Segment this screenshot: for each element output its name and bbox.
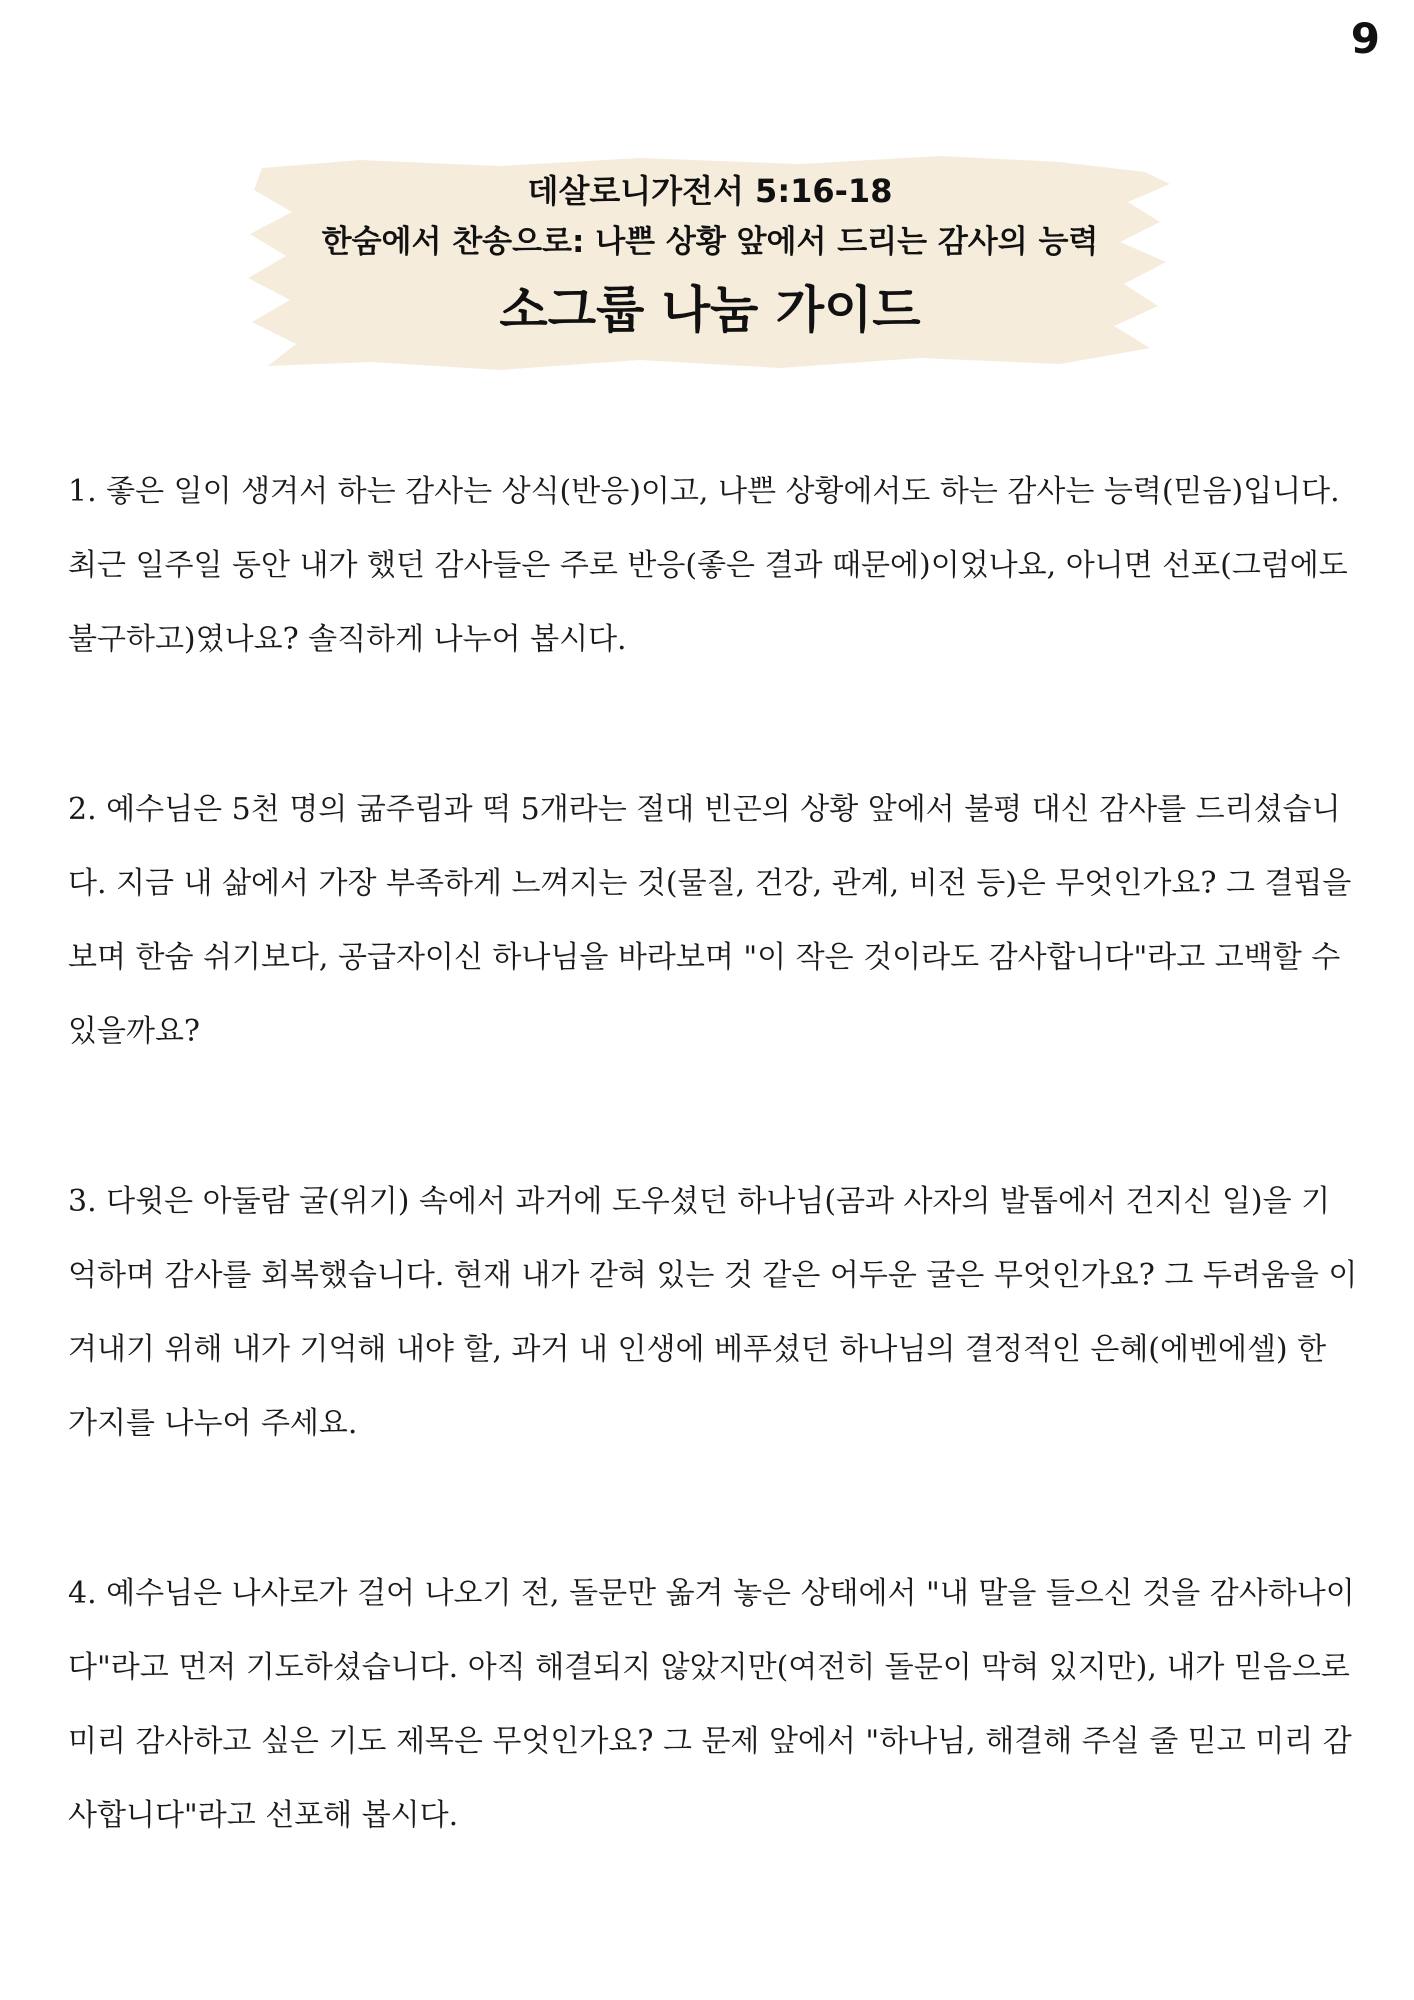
sermon-subtitle: 한숨에서 찬송으로: 나쁜 상황 앞에서 드리는 감사의 능력 xyxy=(321,224,1099,260)
question-list xyxy=(68,455,1358,1949)
header-banner xyxy=(240,150,1180,380)
question-1: 1. 좋은 일이 생겨서 하는 감사는 상식(반응)이고, 나쁜 상황에서도 하는 감사는 능력(믿음)입니다. 최근 일주일 동안 내가 했던 감사들은 주로 반응(좋은 결과 때문에)이었나요, 아니면 선포(그럼에도 불구하고)였나요? 솔직하게 나누어 봅시다. xyxy=(68,474,1348,657)
question-3: 3. 다윗은 아둘람 굴(위기) 속에서 과거에 도우셨던 하나님(곰과 사자의 발톱에서 건지신 일)을 기억하며 감사를 회복했습니다. 현재 내가 갇혀 있는 것 같은 어두운 굴은 무엇인가요? 그 두려움을 이겨내기 위해 내가 기억해 내야 할, 과거 내 인생에 베푸셨던 하나님의 결정적인 은혜(에벤에셀) 한 가지를 나누어 주세요. xyxy=(68,1184,1358,1441)
page-title: 소그룹 나눔 가이드 xyxy=(499,281,921,339)
scripture-reference: 데살로니가전서 5:16-18 xyxy=(527,172,893,210)
question-2: 2. 예수님은 5천 명의 굶주림과 떡 5개라는 절대 빈곤의 상황 앞에서 불평 대신 감사를 드리셨습니다. 지금 내 삶에서 가장 부족하게 느껴지는 것(물질, 건강, 관계, 비전 등)은 무엇인가요? 그 결핍을 보며 한숨 쉬기보다, 공급자이신 하나님을 바라보며 "이 작은 것이라도 감사합니다"라고 고백할 수 있을까요? xyxy=(68,792,1352,1049)
question-4: 4. 예수님은 나사로가 걸어 나오기 전, 돌문만 옮겨 놓은 상태에서 "내 말을 들으신 것을 감사하나이다"라고 먼저 기도하셨습니다. 아직 해결되지 않았지만(여전히 돌문이 막혀 있지만), 내가 믿음으로 미리 감사하고 싶은 기도 제목은 무엇인가요? 그 문제 앞에서 "하나님, 해결해 주실 줄 믿고 미리 감사합니다"라고 선포해 봅시다. xyxy=(68,1576,1355,1833)
page-number: 9 xyxy=(1350,14,1380,63)
